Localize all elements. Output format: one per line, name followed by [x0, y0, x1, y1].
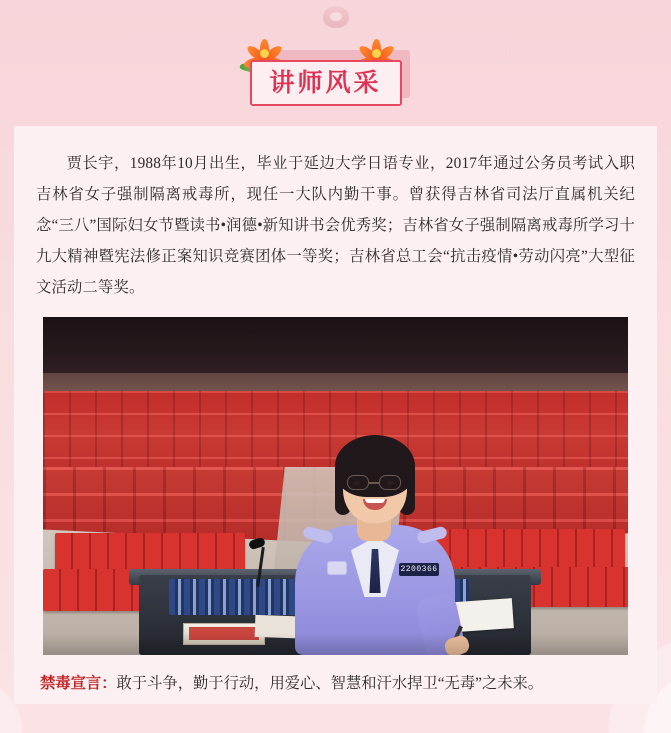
page-title-box	[250, 60, 402, 106]
page-title: 讲师风采	[269, 69, 382, 97]
title-plaque	[248, 38, 424, 112]
photo-uniform-emblem	[327, 561, 347, 575]
article-card	[14, 126, 657, 704]
photo-bottom-shade	[43, 633, 628, 655]
pledge-label: 禁毒宣言：	[40, 675, 117, 692]
photo-glasses-icon	[347, 475, 403, 490]
bell-ornament-icon	[323, 6, 349, 28]
pledge-line	[40, 671, 635, 697]
photo-badge-number: 2200366	[400, 565, 438, 574]
photo-lecturer	[295, 429, 455, 655]
lecturer-photo	[43, 317, 628, 655]
article-paragraph: 贾长宇，1988年10月出生，毕业于延边大学日语专业，2017年通过公务员考试入职吉林省女子强制隔离戒毒所，现任一大队内勤干事。曾获得吉林省司法厅直属机关纪念“三八”国际妇女节暨读书•润德•新知讲书会优秀奖；吉林省女子强制隔离戒毒所学习十九大精神暨宪法修正案知识竞赛团体一等奖；吉林省总工会“抗击疫情•劳动闪亮”大型征文活动二等奖。	[36, 155, 635, 296]
pledge-text: 敢于斗争，勤于行动，用爱心、智慧和汗水捍卫“无毒”之未来。	[116, 675, 544, 692]
